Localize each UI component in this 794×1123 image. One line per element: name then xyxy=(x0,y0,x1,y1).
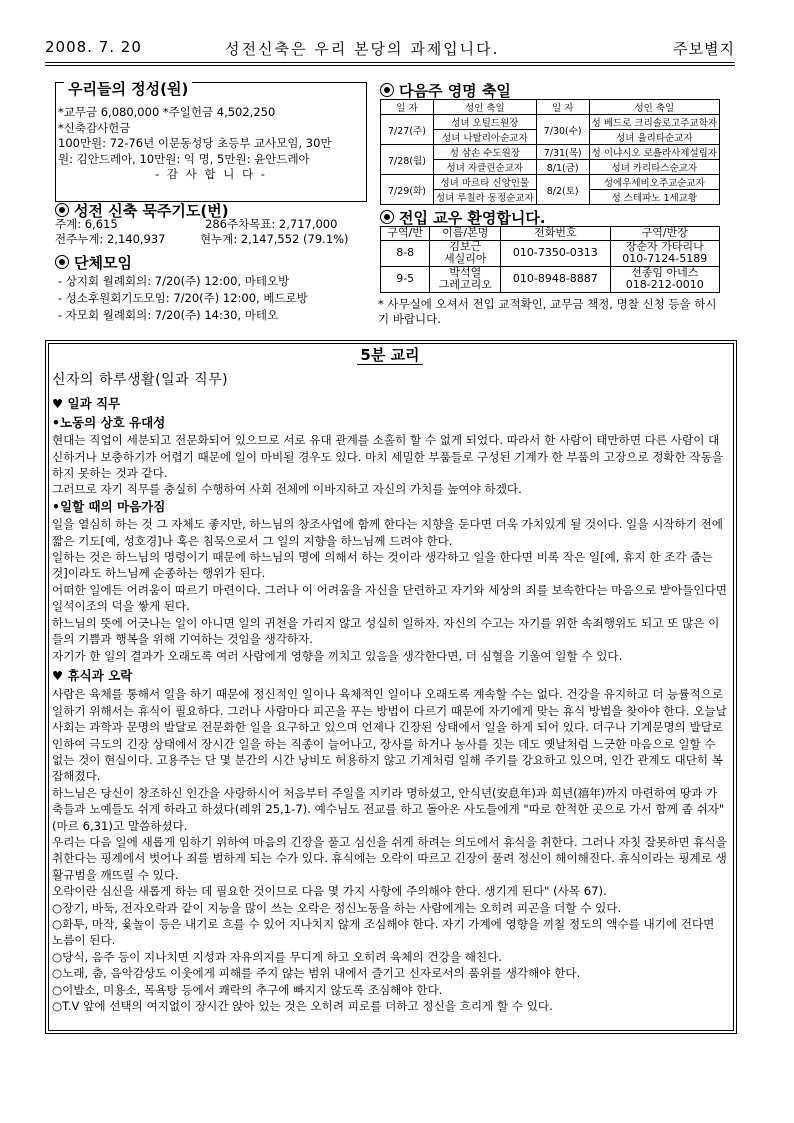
offering-line: 원: 김안드레아, 10만원: 익 명, 5만원: 윤안드레아 xyxy=(58,151,310,166)
circle-bullet-icon xyxy=(55,203,69,217)
offering-line: *교무금 6,080,000 *주일헌금 4,502,250 xyxy=(58,105,276,119)
list-item: ○노래, 춤, 음악감상도 이웃에게 피해를 주지 않는 범위 내에서 즐기고 신자로서의 품위를 생각해야 한다. xyxy=(52,966,581,981)
feast-date: 7/27(주) xyxy=(381,115,434,145)
newcomers-header: 구역/반장 xyxy=(610,227,719,241)
section-heading: ♥ 일과 직무 xyxy=(52,396,121,412)
paragraph: 하느님은 당신이 창조하신 인간을 사랑하시어 처음부터 주일을 지키라 명하셨고, 안식년(安息年)과 희년(禧年)까지 마련하여 땅과 가축들과 노예들도 쉬게 하라고 하셨다(레위 25,1-7). 예수님도 전교를 하고 돌아온 사도들에게 "따로 한적한 곳으로 가서 함께 좀 쉬자" (마르 6,31)고 말씀하셨다. xyxy=(52,785,725,833)
feast-title: 다음주 영명 축일 xyxy=(399,82,511,100)
list-item: ○당식, 음주 등이 지나치면 지성과 자유의지를 무디게 하고 오히려 육체의 건강을 해친다. xyxy=(52,949,503,964)
newcomer-phone: 010-8948-8887 xyxy=(501,266,610,292)
newcomer-leader: 장순자 가타리나 xyxy=(625,239,704,253)
offering-line: *신축감사헌금 xyxy=(58,120,131,135)
paragraph: 현대는 직업이 세분되고 전문화되어 있으므로 서로 유대 관계를 소홀히 할 수 없게 되었다. 따라서 한 사람이 태만하면 다른 사람이 대신하거나 보충하기가 어렵기 때문에 일이 마비될 경우도 있다. 마치 세밀한 부품들로 구성된 기계가 한 부품의 고장으로 정확한 작동을 하지 못하는 것과 같다. xyxy=(52,433,724,481)
prayer-goal: 286주차목표: 2,717,000 xyxy=(205,217,338,231)
subsection-heading: •노동의 상호 유대성 xyxy=(52,414,166,430)
newcomer-leader-phone: 010-7124-5189 xyxy=(622,252,708,265)
list-item: ○장기, 바둑, 전자오락과 같이 지능을 많이 쓰는 오락은 정신노동을 하는 사람에게는 오히려 피곤을 더할 수 있다. xyxy=(52,900,622,915)
paragraph: 자기가 한 일의 결과가 오래도록 여러 사람에게 영향을 끼치고 있음을 생각한다면, 더 심혈을 기울여 일할 수 있다. xyxy=(52,648,623,663)
feast-header: 일 자 xyxy=(536,100,589,115)
feast-saint: 성녀 자클린순교자 xyxy=(433,160,536,175)
newcomers-header: 구역/반 xyxy=(381,227,430,241)
feast-saint: 성 이냐시오 로욜라사제설립자 xyxy=(589,145,719,160)
header-rule xyxy=(45,62,735,63)
header-title: 성전신축은 우리 본당의 과제입니다. xyxy=(225,40,500,58)
newcomers-note: * 사무실에 오셔서 전입 교적확인, 교무금 책정, 명찰 신청 등을 하시기 바랍니다. xyxy=(378,297,717,326)
prayer-week: 주계: 6,615 xyxy=(55,217,118,231)
feast-saint: 성녀 루칠라 동정순교자 xyxy=(433,190,536,205)
newcomer-zone: 9-5 xyxy=(381,266,430,292)
paragraph: 어떠한 일에든 어려움이 따르기 마련이다. 그러나 이 어려움을 자신을 단련하고 자기와 세상의 죄를 보속한다는 마음으로 받아들인다면 일석이조의 덕을 쌓게 된다. xyxy=(52,582,727,614)
feast-saint: 성녀 마르타 신앙인물 xyxy=(433,175,536,190)
paragraph: 하느님의 뜻에 어긋나는 일이 아니면 일의 귀천을 가리지 않고 성실히 일하자. 자신의 수고는 자기를 위한 속죄행위도 되고 또 많은 이들의 기쁨과 행복을 위해 기여하는 것임을 생각하자. xyxy=(52,615,720,647)
newcomer-name: 김보근 xyxy=(449,239,482,253)
newcomer-leader: 선종임 아네스 xyxy=(631,265,699,279)
newcomer-baptismal-name: 그레고리오 xyxy=(438,278,492,291)
doctrine-body xyxy=(52,372,728,1014)
offering-thanks: - 감 사 합 니 다 - xyxy=(155,167,267,181)
doctrine-subtitle: 신자의 하루생활(일과 직무) xyxy=(52,372,229,388)
feast-header: 성인 축일 xyxy=(433,100,536,115)
paragraph: 우리는 다음 일에 새롭게 임하기 위하여 마음의 긴장을 풀고 심신을 쉬게 하려는 의도에서 휴식을 취한다. 그러나 자칫 잘못하면 휴식을 취한다는 핑계에서 벗어나 죄를 범하게 되는 수가 있다. 휴식에는 오락이 따르고 긴장이 풀려 정신이 해이해진다. 휴식이라는 핑계로 생활규범을 깨뜨릴 수 있다. xyxy=(52,834,727,882)
list-item: ○화투, 마작, 윷놀이 등은 내기로 흐를 수 있어 지나치지 않게 조심해야 한다. 자기 가계에 영향을 끼칠 정도의 액수를 내기에 건다면 노름이 된다. xyxy=(52,917,715,948)
paragraph: 오락이란 심신을 새롭게 하는 데 필요한 것이므로 다음 몇 가지 사항에 주의해야 한다. 생기게 된다" (사목 67). xyxy=(52,884,607,899)
newcomer-name: 박석열 xyxy=(449,265,482,279)
feast-saint: 성녀 나탈리아순교자 xyxy=(433,130,536,145)
newcomer-leader-phone: 018-212-0010 xyxy=(625,278,704,291)
newcomer-zone: 8-8 xyxy=(381,240,430,266)
newcomer-phone: 010-7350-0313 xyxy=(501,240,610,266)
paragraph: 일을 열심히 하는 것 그 자체도 좋지만, 하느님의 창조사업에 함께 한다는 지향을 둔다면 더욱 가치있게 될 것이다. 일을 시작하기 전에 짧은 기도[예, 성호경]나 혹은 침묵으로서 그 일의 지향을 하느님께 드려야 한다. xyxy=(52,517,723,548)
header-right: 주보별지 xyxy=(673,40,735,58)
feast-title-row xyxy=(380,80,511,101)
feast-saint: 성 삼손 수도원장 xyxy=(433,145,536,160)
feast-date: 7/29(화) xyxy=(381,175,434,205)
offering-title: 우리들의 정성(원) xyxy=(64,82,192,98)
feast-header: 성인 축일 xyxy=(589,100,719,115)
circle-bullet-icon xyxy=(380,210,394,224)
paragraph: 그러므로 자기 직무를 충실히 수행하여 사회 전체에 이바지하고 자신의 가치를 높여야 하겠다. xyxy=(52,482,522,497)
group-item: - 성소후원회기도모임: 7/20(주) 12:00, 베드로방 xyxy=(58,291,308,305)
newcomers-header: 전화번호 xyxy=(501,227,610,241)
group-item: - 자모회 월례회의: 7/20(주) 14:30, 마테오 xyxy=(58,308,279,322)
feast-table xyxy=(380,99,720,205)
newcomers-header: 이름/본명 xyxy=(430,227,501,241)
doctrine-title: 5분 교리 xyxy=(357,346,422,365)
offering-box xyxy=(55,82,367,202)
group-item: - 상지회 월례회의: 7/20(주) 12:00, 마테오방 xyxy=(58,274,290,288)
prayer-total: 현누계: 2,147,552 (79.1%) xyxy=(200,232,349,246)
feast-saint: 성에우세비오주교순교자 xyxy=(589,175,719,190)
list-item: ○이발소, 미용소, 목욕탕 등에서 쾌락의 추구에 빠지지 않도록 조심해야 한다. xyxy=(52,982,443,997)
newcomers-table xyxy=(380,226,720,293)
header-rule-2 xyxy=(45,65,735,66)
groups-title-row xyxy=(55,252,132,273)
feast-date: 8/1(금) xyxy=(536,160,589,175)
offering-line: 100만원: 72-76년 이문동성당 초등부 교사모임, 30만 xyxy=(58,136,332,150)
section-heading: ♥ 휴식과 오락 xyxy=(52,667,133,683)
page-header xyxy=(45,38,735,60)
feast-date: 7/30(수) xyxy=(536,115,589,145)
doctrine-title-row xyxy=(45,344,735,365)
feast-saint: 성녀 율리타순교자 xyxy=(589,130,719,145)
newcomers-title-row xyxy=(380,207,546,228)
prayer-prev-total: 전주누계: 2,140,937 xyxy=(55,232,166,246)
feast-saint: 성 스테파노 1세교황 xyxy=(589,190,719,205)
groups-list xyxy=(58,273,368,324)
feast-date: 8/2(토) xyxy=(536,175,589,205)
feast-saint: 성녀 카리타스순교자 xyxy=(589,160,719,175)
circle-bullet-icon xyxy=(380,83,394,97)
header-date: 2008. 7. 20 xyxy=(45,38,142,56)
groups-title: 단체모임 xyxy=(74,254,132,272)
subsection-heading: •일할 때의 마음가짐 xyxy=(52,498,166,514)
newcomer-baptismal-name: 세실리아 xyxy=(444,252,487,265)
prayer-title: 성전 신축 묵주기도(번) xyxy=(74,202,229,220)
feast-date: 7/31(목) xyxy=(536,145,589,160)
newcomers-title: 전입 교우 환영합니다. xyxy=(399,209,546,227)
prayer-stats xyxy=(55,217,365,247)
feast-date: 7/28(월) xyxy=(381,145,434,175)
feast-saint: 성 베드로 크리솔로고주교학자 xyxy=(589,115,719,130)
feast-header: 일 자 xyxy=(381,100,434,115)
circle-bullet-icon xyxy=(55,255,69,269)
feast-saint: 성녀 오틸드원장 xyxy=(433,115,536,130)
list-item: ○T.V 앞에 선택의 여지없이 장시간 앉아 있는 것은 오히려 피로를 더하고 정신을 흐리게 할 수 있다. xyxy=(52,999,553,1014)
paragraph: 일하는 것은 하느님의 명령이기 때문에 하느님의 명에 의해서 하는 것이라 생각하고 일을 한다면 비록 작은 일[예, 휴지 한 조각 줍는 것]이라도 하느님께 순종하는 행위가 된다. xyxy=(52,550,713,581)
paragraph: 사람은 육체를 통해서 일을 하기 때문에 정신적인 일이나 육체적인 일이나 오래도록 계속할 수는 없다. 건강을 유지하고 더 능률적으로 일하기 위해서는 휴식이 필요하다. 그러나 사람마다 피곤을 푸는 방법이 다르기 때문에 자기에게 맞는 휴식 방법을 찾아야 한다. 오늘날 사회는 과학과 문명의 발달로 전문화한 일을 요구하고 있으며 언제나 긴장된 상태에서 일을 하게 되어 있다. 더구나 기계문명의 발달로 인하여 극도의 긴장 상태에서 장시간 일을 하는 직종이 늘어나고, 장사를 하거나 농사를 짓는 데도 옛날처럼 느긋한 마음으로 일할 수 없는 것이 현실이다. 고용주는 단 몇 분간의 시간 낭비도 허용하지 않고 기계처럼 일해 주기를 강요하고 있으며, 인간 관계도 대단히 복잡해졌다. xyxy=(52,687,727,784)
